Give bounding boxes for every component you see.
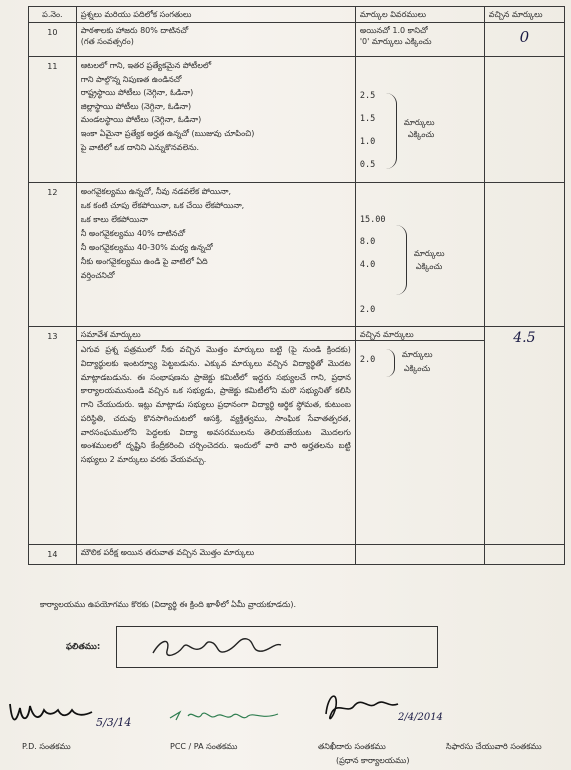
row-desc-line: గాని పాల్గొన్న నిపుణత ఉండినచో: [80, 74, 182, 84]
marks-obtained-value: [489, 185, 560, 187]
header-serial-number: ప.నెం.: [29, 7, 77, 23]
row-desc-line: అంగవైకల్యము ఉన్నచో, నీవు నడవలేక పోయినా,: [80, 187, 231, 197]
curly-brace-icon: [386, 93, 397, 169]
row-desc-line: మండలస్థాయి పోటీలు (నెగ్గినా, ఓడినా): [80, 115, 202, 125]
row-desc-title: సమావేశ మార్కులు: [80, 330, 141, 340]
row-desc-line: నీ అంగవైకల్యము 40-30% మధ్య ఉన్నచో: [80, 243, 213, 253]
table-row: [29, 545, 565, 565]
curly-brace-icon: [396, 225, 407, 295]
row-desc-line: ఒక కాలు లేకపోయినా: [80, 215, 148, 225]
marks-obtained-subheader: వచ్చిన మార్కులు: [359, 330, 414, 340]
recommender-signature-label: సిఫారసు చేయువారి సంతకము: [446, 742, 542, 751]
marks-value: 2.0: [359, 305, 376, 316]
row-desc-line: నీ అంగవైకల్యము 40% దాటినచో: [80, 229, 186, 239]
marks-value: 0.5: [359, 160, 376, 171]
marks-label: ఎక్కించు: [415, 262, 443, 272]
table-row: [29, 57, 565, 183]
pd-signature-label: P.D. సంతకము: [22, 742, 71, 751]
row-desc-line: వర్తించనిచో: [80, 271, 115, 281]
table-row: [29, 327, 565, 545]
pcc-signature-icon: [166, 706, 286, 726]
interview-description: ఎగువ ప్రశ్న పత్రములో నీకు వచ్చిన మొత్తం మార్కులు బట్టి (పై నుండి క్రిందకు) విద్యార్థులకు ఇంటర్వ్యూ పెట్టబడును. ఎక్కువ మార్కులు వచ్చిన విద్యార్థితో మొదట మాట్లాడబడును. ఈ సంభాషణను ప్రాజెక్టు కమిటీలో ఇద్దరు సభ్యులచే గాని, ప్రధాన కార్యాలయమునుండి వచ్చిన ఒక సభ్యుడు, ప్రాజెక్టు కమిటీలోని మరొ సభ్యునితో కలిసి గాని చేయుదురు. ఇట్లు మాట్లాడు సభ్యులు ప్రధానంగా విద్యార్థి ఆర్థిక స్థోమత, కుటుంబ పరిస్థితి, చదువు కొనసాగించుటలో ఆసక్తి, వ్యక్తిత్వము, సాంఘిక సేవాతత్పరత, వారసంఘములోని పెద్దలకు విద్యా అవసరములను తెలియజేయుట మొదలగు అంశములలో దృష్టిని కేంద్రీకరించి చర్చించెదరు. ఇందులో వారి వారి అర్హతలను బట్టి సభ్యులు 2 మార్కులు వరకు వేయవచ్చు.: [77, 340, 355, 469]
row-serial: 11: [47, 62, 58, 72]
marks-value: 1.0: [359, 137, 376, 148]
marks-value: 15.00: [359, 215, 386, 226]
row-desc-line: ఇంకా ఏమైనా ప్రత్యేక అర్హత ఉన్నచో (ఋజువు చూపించి): [80, 129, 255, 138]
recommender-signature-sublabel: (ప్రధాన కార్యాలయము): [336, 756, 410, 765]
marks-text-line: అయినచో 1.0 కానిచో: [359, 26, 428, 36]
pd-signature-date: 5/3/14: [96, 716, 132, 729]
result-signature-icon: [147, 629, 287, 665]
marks-value: 1.5: [359, 114, 376, 125]
row-desc-line: పై వాటిలో ఒక దానిని ఎన్నుకొనవలెను.: [80, 142, 200, 152]
table-header-row: [29, 7, 565, 23]
table-row: [29, 183, 565, 327]
marks-label: మార్కులు: [403, 118, 435, 128]
pd-signature-icon: [6, 694, 96, 730]
table-row: [29, 23, 565, 57]
verifier-signature-label: తనిఖీదారు సంతకము: [318, 742, 386, 751]
marks-label: ఎక్కించు: [407, 130, 435, 140]
row-serial: 13: [47, 332, 58, 342]
result-label: ఫలితము:: [66, 642, 101, 652]
marks-value: 4.0: [359, 260, 376, 271]
marks-label: ఎక్కించు: [403, 364, 431, 374]
row-desc-line: రాష్ట్రస్థాయి పోటీలు (నెగ్గినా, ఓడినా): [80, 88, 194, 98]
marks-label: మార్కులు: [401, 350, 433, 360]
row-serial: 10: [47, 28, 58, 38]
marks-obtained-value: 4.5: [513, 330, 536, 347]
office-use-note: కార్యాలయము ఉపయోగము కొరకు (విద్యార్థి ఈ క్రింది ఖాళీలో ఏమీ వ్రాయకూడదు).: [40, 600, 297, 609]
marks-obtained-value: [489, 59, 560, 61]
curly-brace-icon: [386, 349, 395, 377]
evaluation-table: [28, 6, 565, 565]
row-desc-line: నీకు అంగవైకల్యము ఉండి పై వాటిలో ఏది: [80, 257, 208, 267]
row-desc-line: (గత సంవత్సరం): [80, 37, 134, 47]
marks-label: మార్కులు: [413, 249, 445, 259]
pcc-signature-label: PCC / PA సంతకము: [170, 742, 238, 751]
row-desc-line: పాఠశాలకు హాజరు 80% దాటినచో: [80, 26, 189, 36]
marks-text-line: '0' మార్కులు ఎక్కించు: [359, 37, 432, 47]
verifier-signature-date: 2/4/2014: [398, 712, 443, 723]
row-desc-line: జిల్లాస్థాయి పోటీలు (నెగ్గినా, ఓడినా): [80, 101, 192, 111]
row-desc-line: ఒక కంటి చూపు లేకపోయినా, ఒక చేయి లేకపోయినా,: [80, 201, 245, 211]
marks-obtained-value: [489, 547, 560, 549]
marks-obtained-value: 0: [519, 28, 530, 47]
row-desc-line: ఆటలలో గాని, ఇతర ప్రత్యేకమైన పోటీలలో: [80, 61, 212, 71]
row-serial: 14: [47, 550, 58, 560]
header-marks-obtained: వచ్చిన మార్కులు: [484, 7, 564, 23]
result-box: [116, 626, 438, 668]
row-serial: 12: [47, 188, 58, 198]
marks-value: 2.5: [359, 91, 376, 102]
marks-value: 8.0: [359, 237, 376, 248]
header-questions: ప్రశ్నలు మరియు పదిలోక సంగతులు: [76, 7, 355, 23]
marks-value: 2.0: [359, 355, 376, 366]
header-marks-details: మార్కుల వివరములు: [355, 7, 484, 23]
row-desc-line: మౌలిక పరీక్ష అయిన తరువాత వచ్చిన మొత్తం మార్కులు: [80, 548, 255, 558]
